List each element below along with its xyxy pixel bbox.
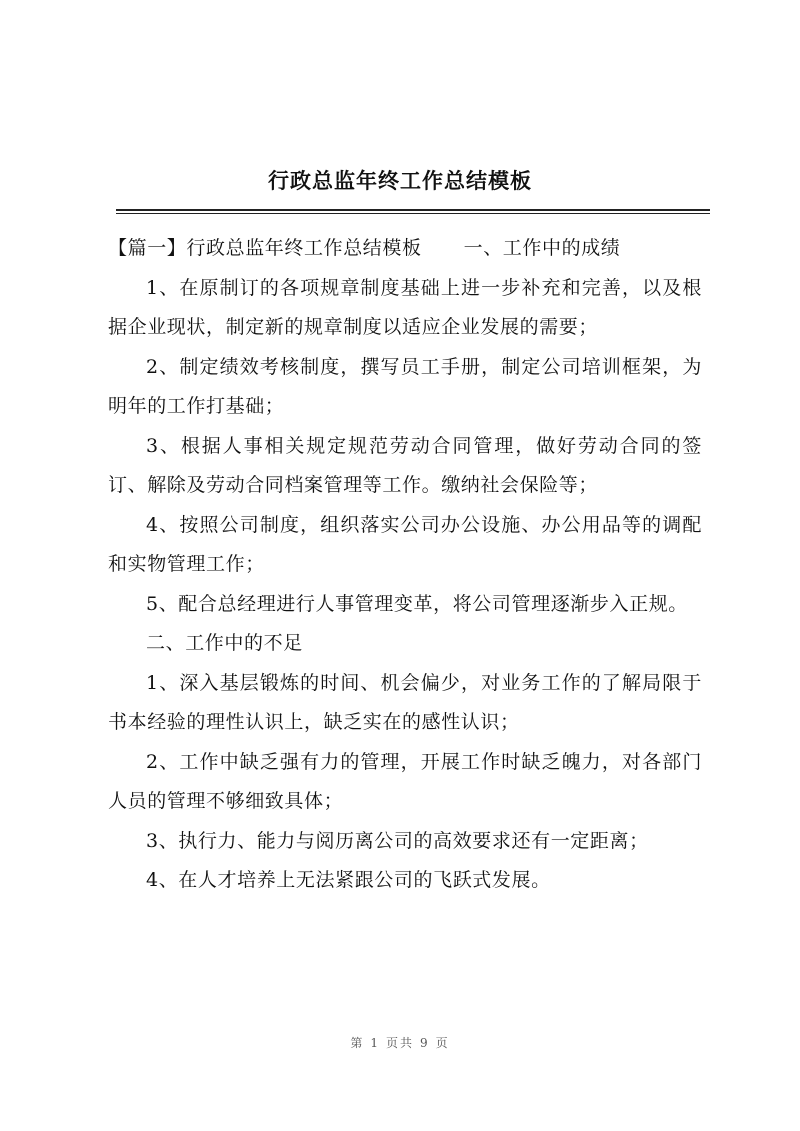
footer-prefix: 第 (350, 1036, 365, 1050)
title-divider (116, 209, 710, 211)
section1-item-2: 2、制定绩效考核制度，撰写员工手册，制定公司培训框架，为明年的工作打基础； (108, 355, 702, 417)
section1-item-1: 1、在原制订的各项规章制度基础上进一步补充和完善，以及根据企业现状，制定新的规章制度以适应企业发展的需要； (108, 276, 702, 338)
intro-label: 【篇一】行政总监年终工作总结模板 (108, 237, 422, 259)
intro-line (108, 229, 702, 269)
section1-item-3: 3、根据人事相关规定规范劳动合同管理，做好劳动合同的签订、解除及劳动合同档案管理等工作。缴纳社会保险等； (108, 434, 702, 496)
section1-heading: 一、工作中的成绩 (463, 237, 621, 259)
footer-total-pages: 9 (420, 1036, 430, 1050)
section2-item-1: 1、深入基层锻炼的时间、机会偏少，对业务工作的了解局限于书本经验的理性认识上，缺乏实在的感性认识； (108, 671, 702, 733)
footer-page-number: 1 (370, 1036, 380, 1050)
section2-item-3: 3、执行力、能力与阅历离公司的高效要求还有一定距离； (146, 829, 649, 852)
footer-suffix: 页 (435, 1036, 450, 1050)
section2-item-4: 4、在人才培养上无法紧跟公司的飞跃式发展。 (146, 869, 551, 891)
section1-item-4: 4、按照公司制度，组织落实公司办公设施、办公用品等的调配和实物管理工作； (108, 513, 702, 575)
section1-item-5: 5、配合总经理进行人事管理变革，将公司管理逐渐步入正规。 (146, 592, 688, 615)
page-footer (0, 1034, 800, 1051)
document-title: 行政总监年终工作总结模板 (268, 168, 532, 193)
document-body (108, 229, 702, 901)
section2-item-2: 2、工作中缺乏强有力的管理，开展工作时缺乏魄力，对各部门人员的管理不够细致具体； (108, 750, 702, 812)
title-divider-thin (116, 213, 710, 214)
section2-heading: 二、工作中的不足 (146, 632, 303, 654)
footer-middle: 页共 (385, 1036, 414, 1050)
